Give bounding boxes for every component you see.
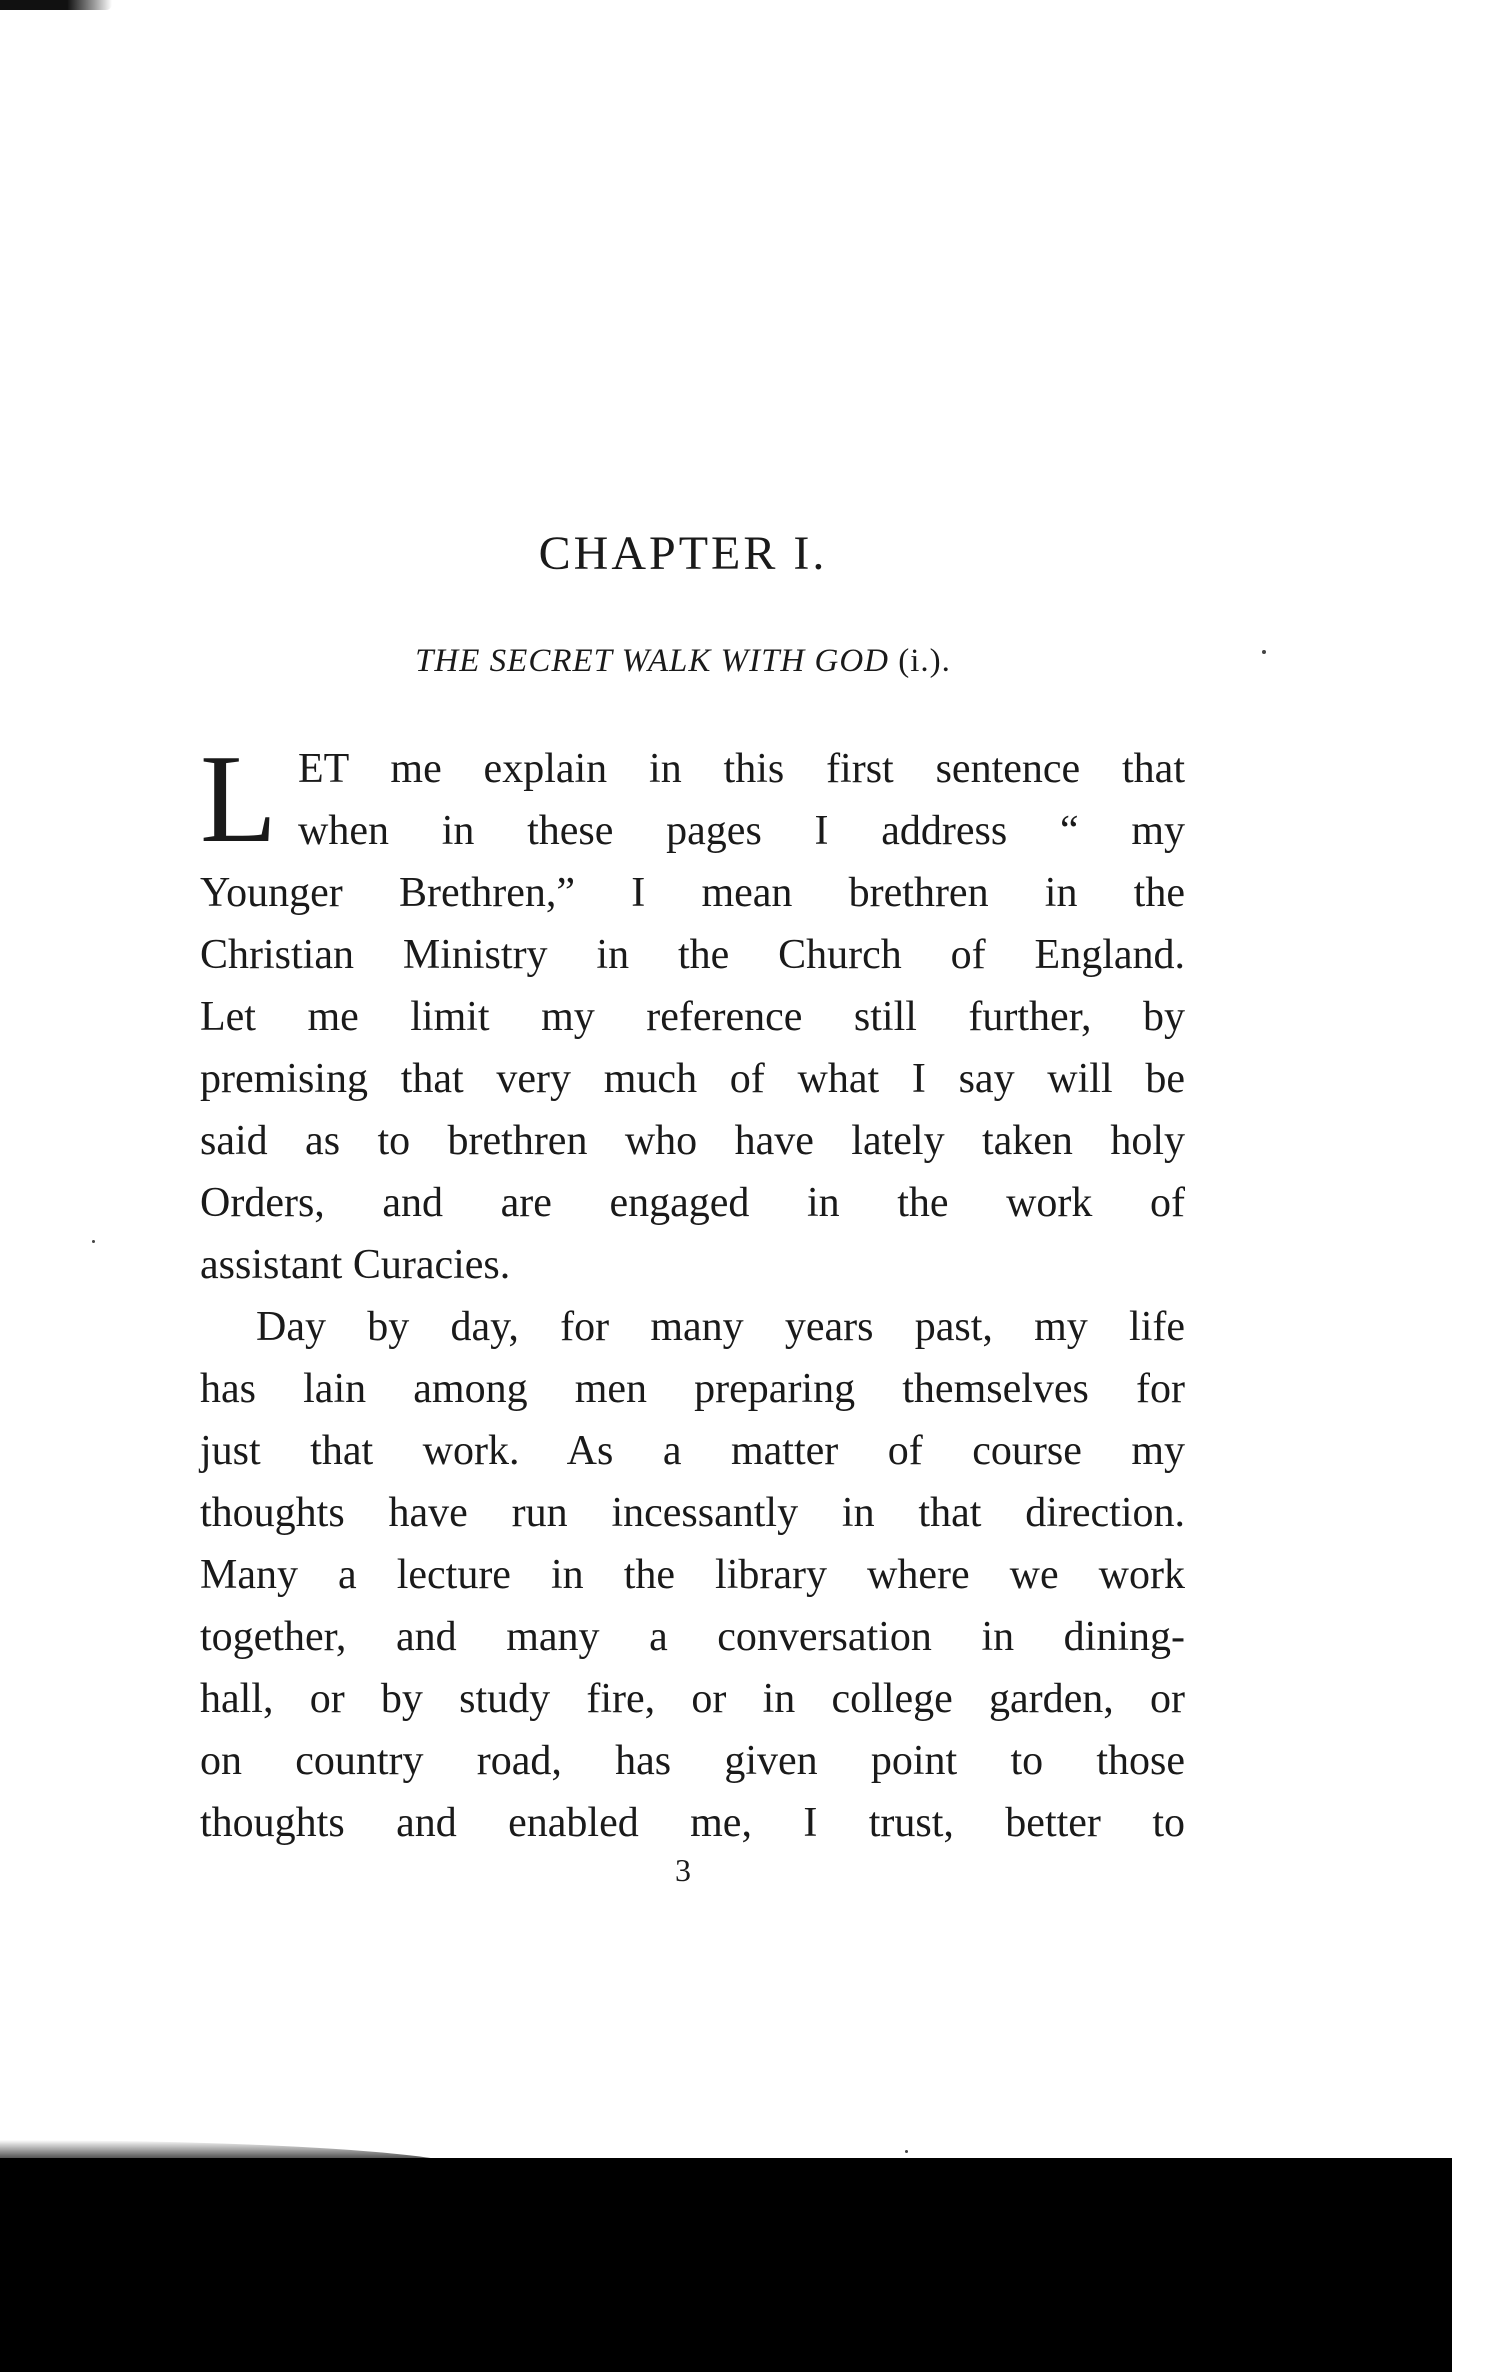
paragraph xyxy=(200,1296,1185,1854)
paragraph xyxy=(200,730,1185,1296)
text-line: has lain among men preparing themselves for xyxy=(200,1366,1185,1412)
scan-speck xyxy=(92,1240,95,1243)
scan-edge-mark xyxy=(0,0,112,10)
text-line: said as to brethren who have lately taken holy xyxy=(200,1118,1185,1164)
text-line: premising that very much of what I say will be xyxy=(200,1056,1185,1102)
chapter-body xyxy=(200,730,1185,1854)
text-line: Orders, and are engaged in the work of xyxy=(200,1180,1185,1226)
text-line: Christian Ministry in the Church of England. xyxy=(200,932,1185,978)
text-line: thoughts have run incessantly in that direction. xyxy=(200,1490,1185,1536)
chapter-heading: CHAPTER I. xyxy=(538,527,828,580)
drop-cap: L xyxy=(200,730,277,869)
scan-border-bottom xyxy=(0,2158,1452,2372)
text-line: Many a lecture in the library where we work xyxy=(200,1552,1185,1598)
text-line: Day by day, for many years past, my life xyxy=(256,1304,1185,1350)
text-line: thoughts and enabled me, I trust, better to xyxy=(200,1800,1185,1846)
scan-speck xyxy=(905,2150,908,2153)
chapter-subtitle-part: (i.). xyxy=(898,643,951,679)
chapter-subtitle-title: THE SECRET WALK WITH GOD xyxy=(415,643,890,679)
text-line: ET me explain in this first sentence that xyxy=(298,746,1185,792)
text-line: just that work. As a matter of course my xyxy=(200,1428,1185,1474)
text-line: when in these pages I address “ my xyxy=(298,808,1185,854)
text-line: Younger Brethren,” I mean brethren in the xyxy=(200,870,1185,916)
chapter-subtitle xyxy=(0,645,1366,678)
text-line: assistant Curacies. xyxy=(200,1242,511,1288)
text-line: hall, or by study fire, or in college garden, or xyxy=(200,1676,1185,1722)
page-number: 3 xyxy=(675,1852,691,1888)
text-line: on country road, has given point to those xyxy=(200,1738,1185,1784)
text-line: Let me limit my reference still further, by xyxy=(200,994,1185,1040)
text-line: together, and many a conversation in dining- xyxy=(200,1614,1185,1660)
